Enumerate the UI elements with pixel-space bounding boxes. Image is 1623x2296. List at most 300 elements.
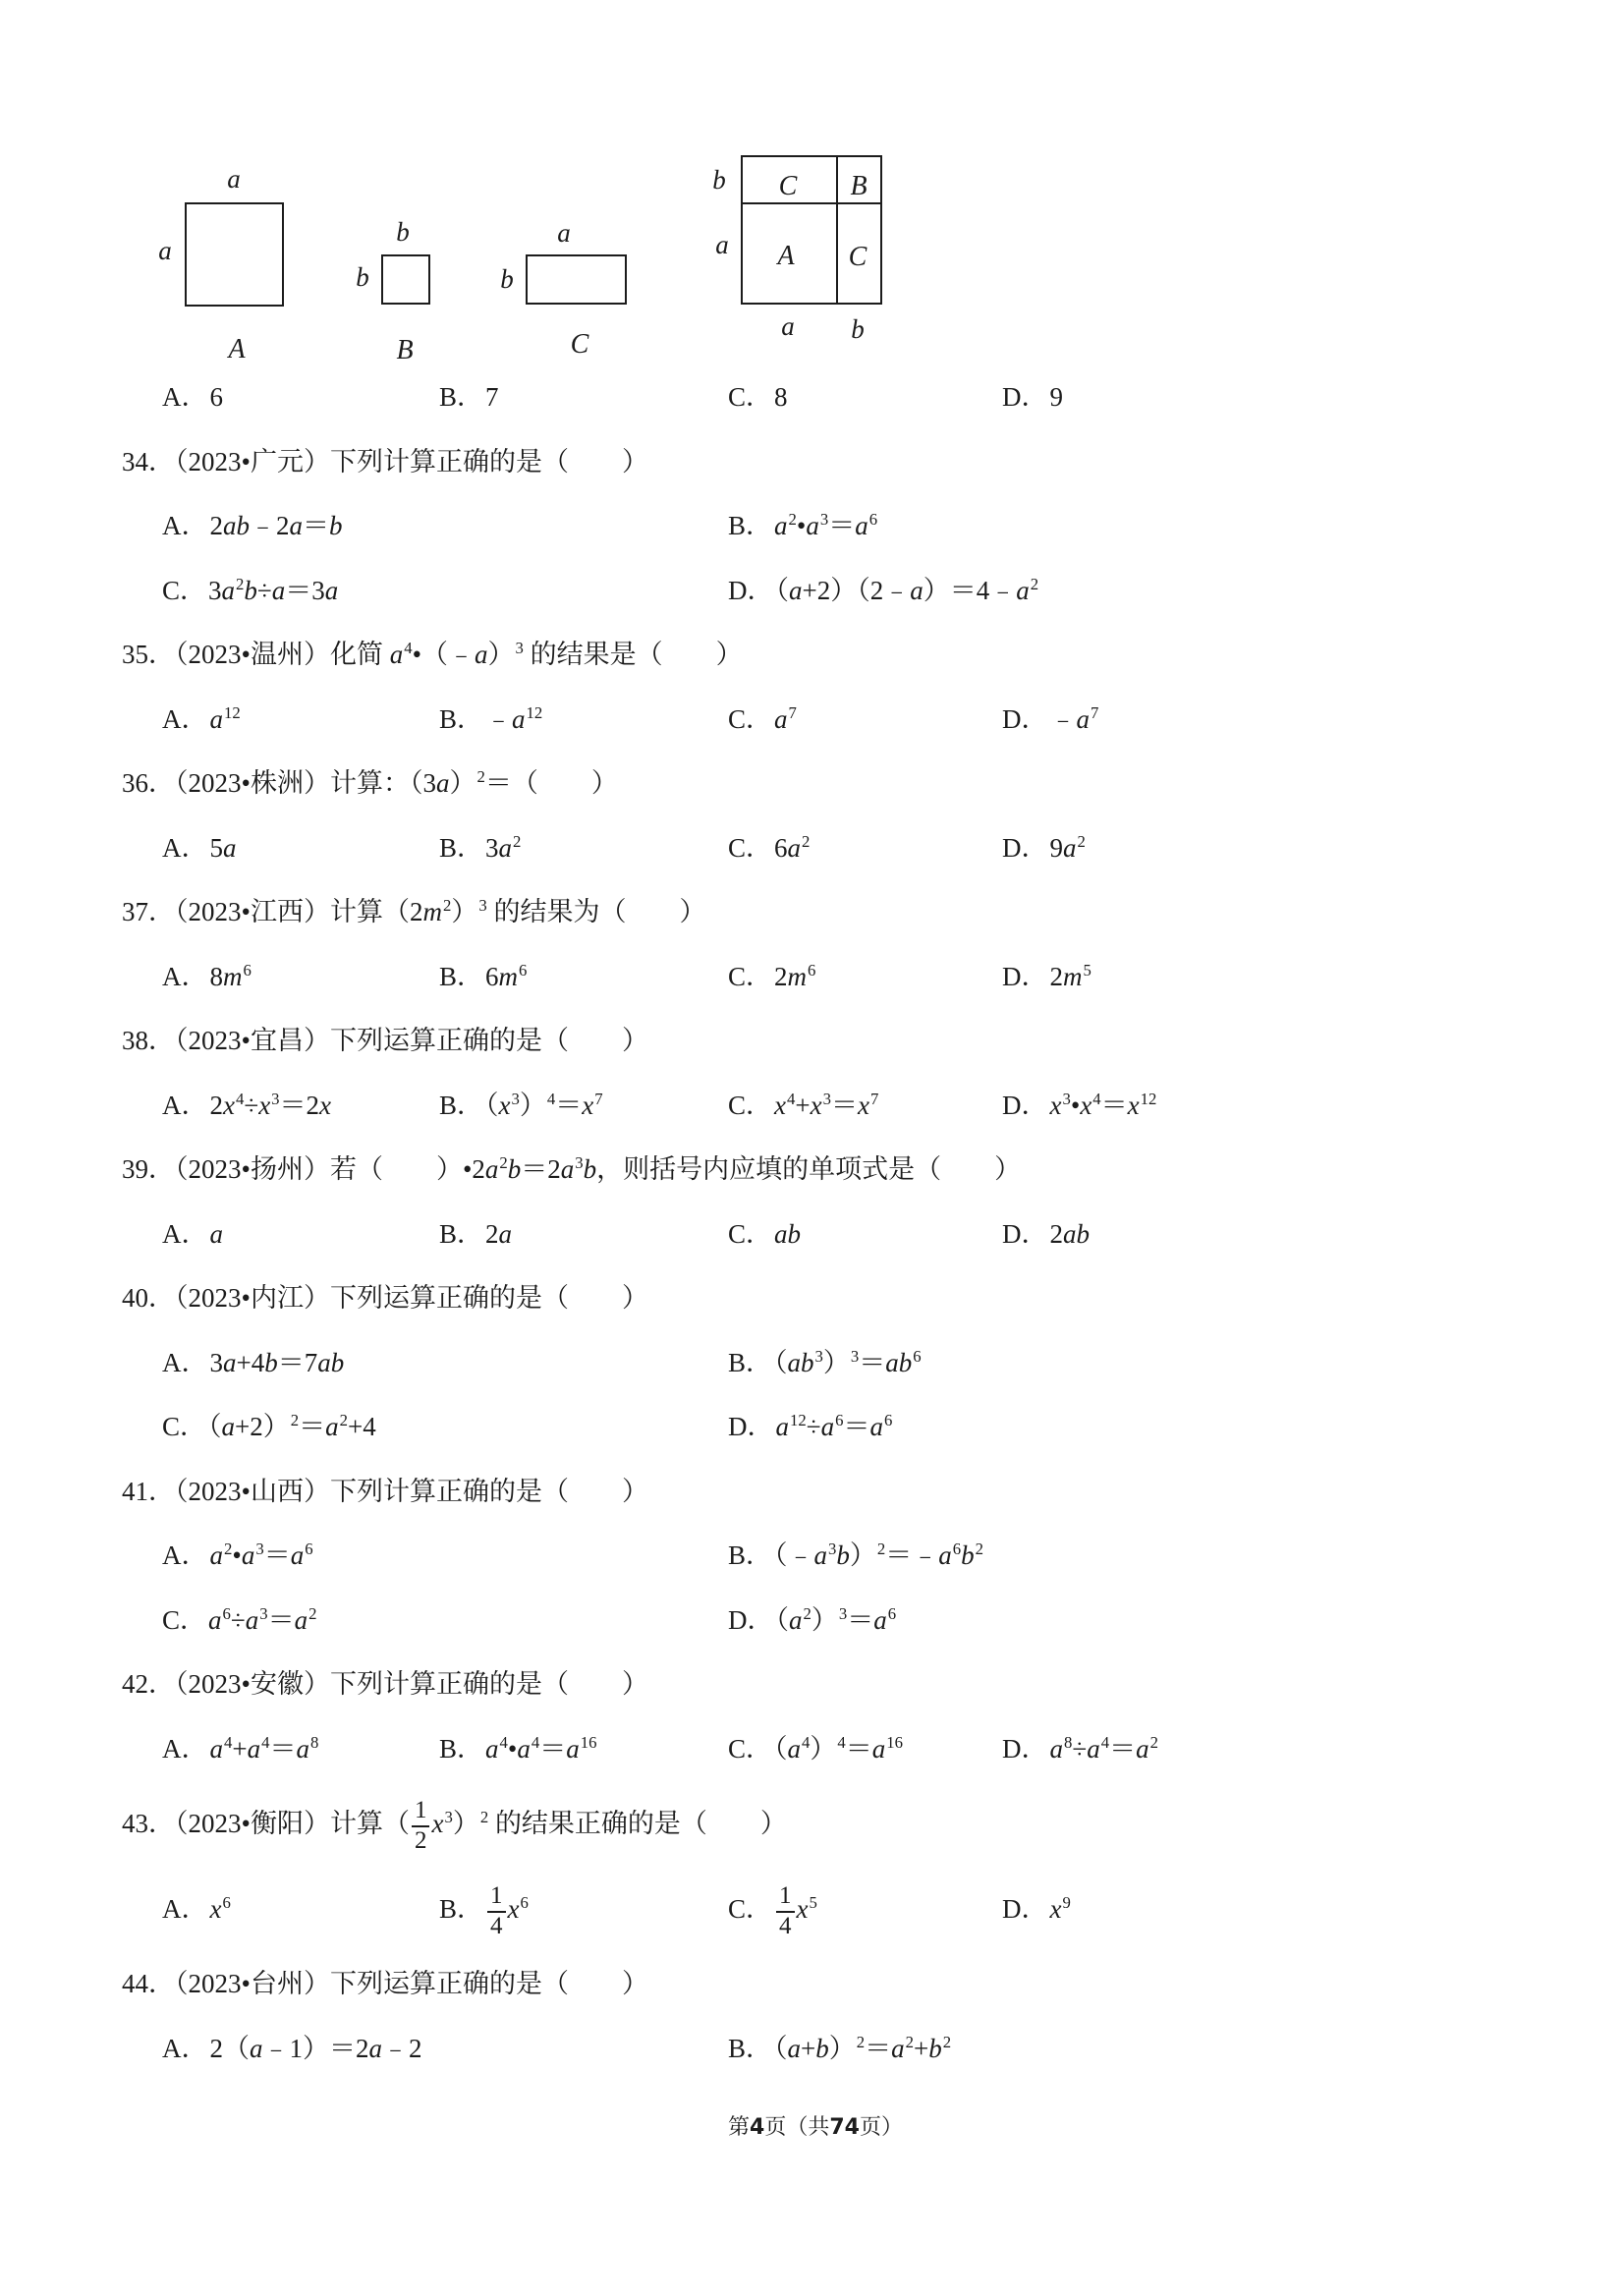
math-text: • [507, 1733, 518, 1764]
math-exponent: 6 [952, 1540, 962, 1559]
option-d [1002, 1074, 1156, 1139]
option-label: A． [162, 1347, 208, 1377]
question-number: 44． [122, 1969, 175, 1998]
composite-left-lower-label: a [715, 230, 729, 259]
math-variable: a [223, 1347, 237, 1377]
option-expression [208, 576, 338, 605]
option-label: A． [162, 511, 208, 540]
math-text: 8 [774, 382, 788, 412]
option-expression [774, 962, 815, 991]
math-text: 若（ ）•2 [329, 1154, 485, 1184]
math-text: （ [774, 1347, 788, 1377]
math-variable: a [560, 1154, 575, 1184]
math-exponent: 2 [513, 831, 522, 851]
question-stem [330, 768, 618, 798]
math-exponent: 4 [235, 1089, 245, 1108]
square-a-left-label: a [158, 236, 172, 265]
math-exponent: 3 [515, 639, 524, 658]
option-label: D． [1002, 1090, 1048, 1120]
math-text: 8 [209, 961, 223, 991]
math-text: 2 [209, 511, 223, 540]
question-source: （2023•衡阳） [175, 1809, 330, 1838]
math-exponent: 4 [531, 1732, 540, 1752]
option-label: A． [162, 1218, 208, 1249]
option-expression [485, 704, 542, 734]
option-expression [774, 1540, 983, 1570]
option-label: C． [162, 1604, 207, 1635]
math-exponent: 4 [802, 1732, 811, 1752]
option-a [162, 688, 241, 753]
math-exponent: 2 [802, 831, 811, 851]
question-34 [0, 430, 1623, 495]
math-variable: a [324, 575, 339, 605]
math-variable: a [209, 1733, 223, 1764]
math-exponent: 3 [575, 1153, 584, 1173]
math-variable: x [431, 1809, 444, 1838]
math-text: ） [811, 1604, 838, 1635]
math-text: 3 [208, 575, 222, 605]
math-text: （ [774, 2033, 788, 2063]
math-exponent: 2 [856, 2032, 866, 2051]
math-exponent: 6 [520, 1893, 529, 1913]
option-expression [776, 1412, 893, 1441]
option-a [162, 1867, 231, 1952]
question-list [0, 365, 1623, 2081]
question-41 [0, 1460, 1623, 1525]
math-variable: a [873, 1604, 887, 1635]
math-text: ＝（ ） [484, 768, 618, 798]
option-expression [210, 1219, 224, 1249]
math-variable: a [209, 1540, 223, 1570]
question-number: 42． [122, 1669, 175, 1699]
math-variable: a [475, 640, 488, 669]
options-row [0, 494, 1623, 559]
math-text: +4 [348, 1412, 376, 1441]
math-exponent: 3 [1062, 1089, 1071, 1108]
option-expression [774, 382, 788, 412]
option-label: A． [162, 1733, 208, 1764]
math-variable: x [507, 1894, 520, 1924]
question-source: （2023•山西） [175, 1476, 330, 1506]
question-38 [0, 1009, 1623, 1074]
math-text: 下列计算正确的是（ ） [329, 1476, 648, 1506]
option-c [728, 688, 797, 753]
option-expression [485, 1091, 603, 1120]
option-label: D． [1002, 1218, 1048, 1249]
math-variable: a [485, 1733, 499, 1764]
math-text: ＝7 [277, 1347, 318, 1377]
question-stem [330, 897, 706, 926]
math-text: 计算：（3 [329, 768, 436, 798]
math-text: ＝ [845, 1733, 872, 1764]
math-text: ÷ [256, 575, 272, 605]
option-expression [485, 1882, 529, 1939]
question-number: 41． [122, 1476, 175, 1506]
math-text: ） [449, 768, 476, 798]
math-text: ﹣2 [250, 511, 290, 540]
math-text: ＝3 [285, 575, 325, 605]
option-expression [1050, 1091, 1157, 1120]
math-exponent: 2 [442, 896, 452, 916]
math-exponent: 7 [869, 1089, 879, 1108]
math-text: ＝ [843, 1412, 870, 1441]
option-label: B． [439, 1894, 484, 1924]
math-text: 9 [1049, 382, 1063, 412]
math-variable: x [223, 1090, 235, 1120]
math-exponent: 2 [788, 510, 797, 530]
math-text: ÷ [1072, 1733, 1088, 1764]
math-variable: a [789, 1604, 803, 1635]
rect-c-left-label: b [500, 264, 514, 294]
question-number: 34． [122, 446, 175, 476]
option-a [162, 1074, 331, 1139]
math-variable: x [582, 1090, 594, 1120]
math-variable: a [221, 1412, 236, 1441]
math-text: ） [487, 640, 515, 669]
math-variable: x [319, 1090, 332, 1120]
square-b-shape [382, 255, 429, 304]
option-label: A． [162, 1090, 208, 1120]
option-expression [774, 1091, 878, 1120]
composite-cell-bottom-right: C [848, 242, 867, 272]
math-exponent: 2 [224, 1540, 233, 1559]
math-variable: ab [223, 511, 250, 540]
math-variable: a [517, 1733, 531, 1764]
math-variable: a [775, 1412, 789, 1441]
math-variable: b [928, 2033, 942, 2063]
math-exponent: 6 [835, 1411, 844, 1430]
square-a-top-label: a [227, 164, 241, 194]
option-label: D． [728, 575, 774, 605]
option-label: B． [728, 1540, 773, 1570]
footer-middle: 页（共 [764, 2115, 830, 2140]
fraction-denominator: 4 [779, 1912, 792, 1939]
option-expression [210, 1091, 332, 1120]
math-text: 计算（2 [329, 897, 423, 926]
math-exponent: 3 [814, 1346, 823, 1366]
option-a [162, 2017, 422, 2082]
footer-prefix: 第 [728, 2115, 751, 2140]
option-d [1002, 365, 1063, 430]
option-expression [776, 576, 1039, 605]
math-text: ﹣2 [382, 2033, 422, 2063]
option-label: A． [162, 2033, 208, 2063]
math-text: 计算（ [329, 1809, 410, 1838]
option-label: D． [1002, 1733, 1048, 1764]
math-text: ＝ [847, 1604, 874, 1635]
square-a-caption: A [228, 334, 246, 364]
option-b [439, 945, 527, 1010]
question-stem [330, 1669, 648, 1699]
option-label: C． [728, 382, 773, 412]
math-exponent: 3 [271, 1089, 280, 1108]
math-variable: a [910, 575, 923, 605]
option-expression [774, 1882, 817, 1939]
math-exponent: 2 [905, 2032, 914, 2051]
math-text: 化简 [329, 640, 390, 669]
question-stem [330, 1026, 648, 1055]
math-variable: ab [317, 1347, 345, 1377]
option-expression [210, 1348, 345, 1377]
math-exponent: 7 [1091, 702, 1099, 722]
question-stem [330, 1283, 648, 1313]
math-exponent: 9 [1062, 1893, 1071, 1913]
math-text: +4 [236, 1347, 265, 1377]
composite-bottom-right-label: b [851, 314, 865, 344]
question-source: （2023•江西） [175, 897, 330, 926]
math-text: 6 [774, 832, 788, 863]
square-b-top-label: b [396, 217, 410, 247]
option-label: C． [728, 1090, 773, 1120]
option-label: D． [1002, 382, 1048, 412]
question-36 [0, 752, 1623, 816]
math-text: ＝ [1100, 1090, 1128, 1120]
square-a-shape [186, 203, 283, 306]
composite-bottom-left-label: a [781, 311, 795, 341]
option-label: A． [162, 832, 208, 863]
math-variable: a [209, 1218, 223, 1249]
math-text: ÷ [244, 1090, 259, 1120]
options-row [0, 1867, 1623, 1952]
option-b [439, 1203, 512, 1267]
option-label: A． [162, 382, 208, 412]
option-d [1002, 688, 1098, 753]
math-text: ）＝4﹣ [923, 575, 1017, 605]
math-text: 的结果为（ ） [486, 897, 706, 926]
option-expression [1050, 1219, 1091, 1249]
math-variable: x [1049, 1894, 1062, 1924]
option-b [439, 816, 521, 881]
math-text: + [795, 1090, 811, 1120]
rect-c-top-label: a [557, 218, 571, 248]
option-b [439, 1867, 529, 1952]
math-text: ） [519, 1090, 546, 1120]
option-expression [485, 962, 527, 991]
option-label: B． [439, 1090, 484, 1120]
math-text: 5 [209, 832, 223, 863]
math-variable: a [247, 1733, 261, 1764]
option-expression [485, 1734, 596, 1764]
math-variable: x [810, 1090, 822, 1120]
math-variable: a [368, 2033, 382, 2063]
math-variable: a [435, 768, 450, 798]
math-exponent: 6 [243, 960, 252, 980]
question-source: （2023•温州） [175, 640, 330, 669]
question-source: （2023•内江） [175, 1283, 330, 1313]
question-37 [0, 880, 1623, 945]
math-variable: x [498, 1090, 511, 1120]
math-variable: a [855, 511, 868, 540]
math-exponent: 4 [787, 1089, 796, 1108]
option-expression [210, 1540, 313, 1570]
math-variable: ab [885, 1347, 913, 1377]
question-number: 35． [122, 640, 175, 669]
math-text: ） [849, 1540, 876, 1570]
options-row [0, 365, 1623, 430]
math-text: ＝﹣ [885, 1540, 939, 1570]
math-exponent: 6 [305, 1540, 313, 1559]
math-exponent: 3 [511, 1089, 520, 1108]
option-c [162, 1589, 316, 1653]
math-variable: a [221, 575, 236, 605]
math-text: + [914, 2033, 929, 2063]
math-variable: a [245, 1604, 259, 1635]
math-exponent: 4 [546, 1089, 556, 1108]
option-label: B． [728, 2033, 773, 2063]
option-b [439, 365, 499, 430]
math-exponent: 2 [1149, 1732, 1158, 1752]
math-text: ＝ [555, 1090, 583, 1120]
math-variable: m [787, 961, 808, 991]
math-variable: a [208, 1604, 222, 1635]
math-variable: x [796, 1894, 809, 1924]
math-exponent: 4 [499, 1732, 508, 1752]
option-label: B． [439, 703, 484, 734]
question-stem [329, 1797, 787, 1854]
math-text: •（﹣ [412, 640, 476, 669]
question-number: 36． [122, 768, 175, 798]
math-exponent: 12 [790, 1411, 807, 1430]
math-variable: b [961, 1540, 975, 1570]
math-text: （ [774, 1733, 788, 1764]
math-variable: ab [1063, 1218, 1090, 1249]
math-variable: a [223, 832, 237, 863]
math-exponent: 3 [822, 1089, 831, 1108]
option-expression [485, 382, 499, 412]
math-variable: x [1080, 1090, 1092, 1120]
option-c [728, 365, 788, 430]
math-text: 下列运算正确的是（ ） [329, 1283, 648, 1313]
math-variable: a [512, 703, 526, 734]
math-exponent: 2 [479, 1808, 489, 1827]
options-row [0, 2017, 1623, 2082]
fraction-numerator: 1 [487, 1882, 506, 1913]
option-a [162, 494, 343, 559]
math-text: ） [810, 1733, 837, 1764]
options-row [0, 816, 1623, 881]
options-row [0, 688, 1623, 753]
math-exponent: 3 [255, 1540, 264, 1559]
math-exponent: 3 [838, 1603, 848, 1623]
option-label: D． [1002, 961, 1048, 991]
option-expression [210, 2034, 422, 2063]
math-exponent: 6 [222, 1603, 231, 1623]
math-text: ﹣1）＝2 [262, 2033, 369, 2063]
math-variable: a [789, 575, 803, 605]
option-label: C． [728, 1733, 773, 1764]
math-exponent: 16 [886, 1732, 903, 1752]
option-expression [1050, 962, 1091, 991]
option-c [728, 1717, 903, 1782]
math-exponent: 4 [1092, 1089, 1101, 1108]
question-number: 38． [122, 1026, 175, 1055]
math-exponent: 4 [224, 1732, 233, 1752]
option-a [162, 945, 252, 1010]
math-variable: a [325, 1412, 339, 1441]
math-text: 2 [485, 1218, 499, 1249]
option-d [1002, 816, 1086, 881]
math-variable: a [891, 2033, 905, 2063]
math-variable: x [209, 1894, 222, 1924]
option-b [439, 1717, 596, 1782]
math-exponent: 12 [526, 702, 543, 722]
option-expression [776, 1605, 897, 1635]
math-variable: a [209, 703, 223, 734]
math-text: 2 [774, 961, 788, 991]
math-text: ＝ [263, 1540, 291, 1570]
options-row [0, 1589, 1623, 1653]
math-exponent: 16 [580, 1732, 597, 1752]
math-exponent: 2 [499, 1153, 508, 1173]
math-text: • [796, 511, 807, 540]
math-variable: b [507, 1154, 522, 1184]
question-42 [0, 1652, 1623, 1717]
options-row [0, 1331, 1623, 1396]
math-variable: a [241, 1540, 255, 1570]
math-variable: a [869, 1412, 883, 1441]
math-exponent: 8 [1064, 1732, 1073, 1752]
math-variable: a [1049, 1733, 1063, 1764]
option-label: B． [728, 511, 773, 540]
option-b [439, 1074, 603, 1139]
option-a [162, 1717, 318, 1782]
composite-cell-top-right: B [850, 171, 867, 201]
footer-total-pages: 74 [829, 2115, 860, 2140]
math-text: ÷ [806, 1412, 821, 1441]
math-variable: a [787, 2033, 802, 2063]
math-exponent: 6 [883, 1411, 893, 1430]
question-stem [330, 447, 648, 476]
options-row [0, 559, 1623, 624]
option-c [728, 1867, 817, 1952]
option-label: A． [162, 961, 208, 991]
option-c [162, 559, 338, 624]
math-text: 2（ [209, 2033, 250, 2063]
option-label: D． [1002, 1894, 1048, 1924]
math-text: 2 [1049, 1218, 1063, 1249]
math-variable: b [329, 511, 343, 540]
option-d [1002, 1717, 1158, 1782]
composite-cell-bottom-left: A [777, 241, 795, 271]
question-35 [0, 623, 1623, 688]
math-exponent: 2 [876, 1540, 886, 1559]
math-variable: b [815, 2033, 829, 2063]
math-text: 下列计算正确的是（ ） [329, 446, 648, 476]
math-variable: x [857, 1090, 869, 1120]
math-text: 2 [209, 1090, 223, 1120]
math-variable: a [498, 832, 513, 863]
math-exponent: 5 [809, 1893, 817, 1913]
math-variable: m [498, 961, 519, 991]
question-source: （2023•广元） [175, 446, 330, 476]
math-variable: a [774, 511, 788, 540]
option-label: C． [162, 1412, 207, 1441]
math-text: ） [828, 2033, 856, 2063]
question-stem [330, 1154, 1021, 1184]
option-b [728, 1331, 922, 1396]
option-expression [774, 2034, 951, 2063]
question-39 [0, 1138, 1623, 1203]
math-text: ＝2 [521, 1154, 561, 1184]
options-row [0, 1203, 1623, 1267]
math-text: 7 [485, 382, 499, 412]
option-expression [210, 833, 237, 863]
math-text: +2）（2﹣ [802, 575, 911, 605]
question-source: （2023•台州） [175, 1969, 330, 1998]
math-text: 2 [1049, 961, 1063, 991]
math-text: ，则括号内应填的单项式是（ ） [596, 1154, 1022, 1184]
math-exponent: 2 [803, 1603, 812, 1623]
